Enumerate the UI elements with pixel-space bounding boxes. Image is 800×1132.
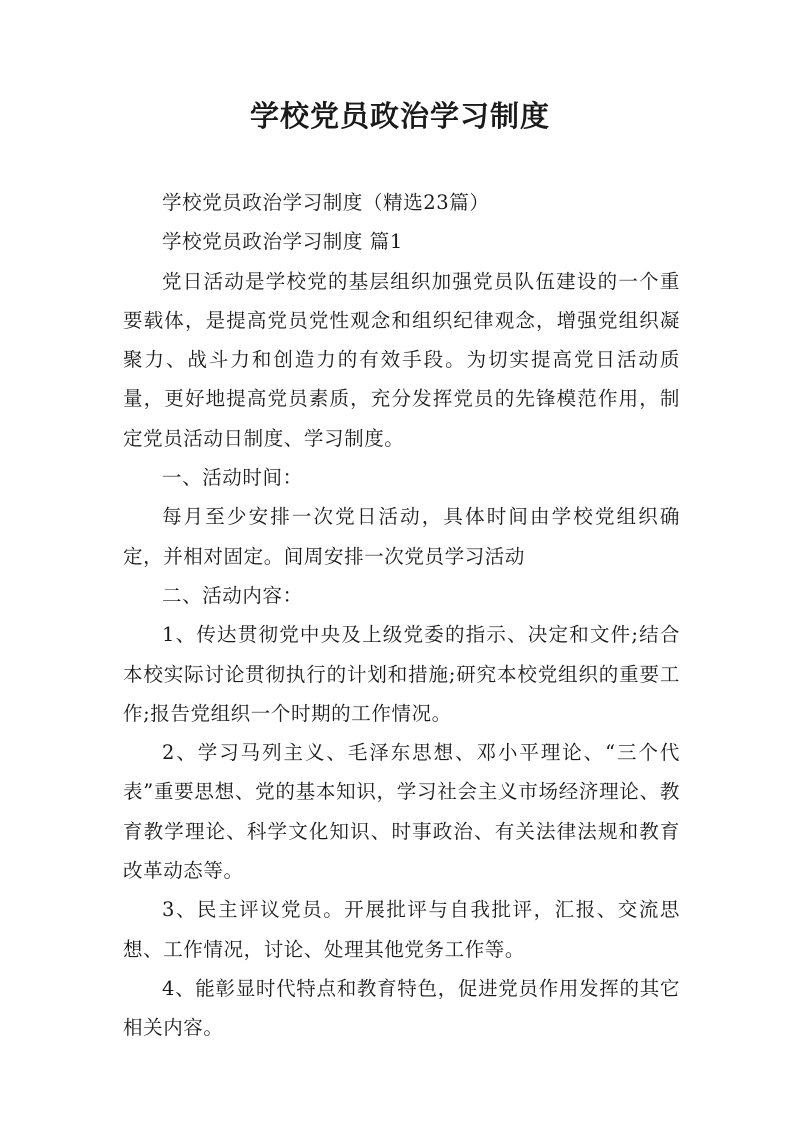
section-heading-content: 二、活动内容： [162,583,303,607]
content-item-2: 2、学习马列主义、毛泽东思想、邓小平理论、“三个代表”重要思想、党的基本知识，学习社会主义市场经济理论、教育教学理论、科学文化知识、时事政治、有关法律法规和教育改革动态等。 [123,741,680,883]
document-body [123,183,680,1048]
time-paragraph: 每月至少安排一次党日活动，具体时间由学校党组织确定，并相对固定。间周安排一次党员学习活动 [123,505,680,568]
intro-paragraph: 党日活动是学校党的基层组织加强党员队伍建设的一个重要载体，是提高党员党性观念和组织纪律观念，增强党组织凝聚力、战斗力和创造力的有效手段。为切实提高党日活动质量，更好地提高党员素质，充分发挥党员的先锋模范作用，制定党员活动日制度、学习制度。 [123,269,680,450]
document-title: 学校党员政治学习制度 [249,99,550,133]
article-heading: 学校党员政治学习制度 篇1 [162,230,403,254]
section-heading-time: 一、活动时间： [162,466,303,490]
content-item-4: 4、能彰显时代特点和教育特色，促进党员作用发挥的其它相关内容。 [123,976,680,1040]
collection-heading: 学校党员政治学习制度（精选23篇） [162,191,490,214]
content-item-1: 1、传达贯彻党中央及上级党委的指示、决定和文件;结合本校实际讨论贯彻执行的计划和措施;研究本校党组织的重要工作;报告党组织一个时期的工作情况。 [123,623,680,725]
content-item-3: 3、民主评议党员。开展批评与自我批评，汇报、交流思想、工作情况，讨论、处理其他党务工作等。 [123,898,680,961]
